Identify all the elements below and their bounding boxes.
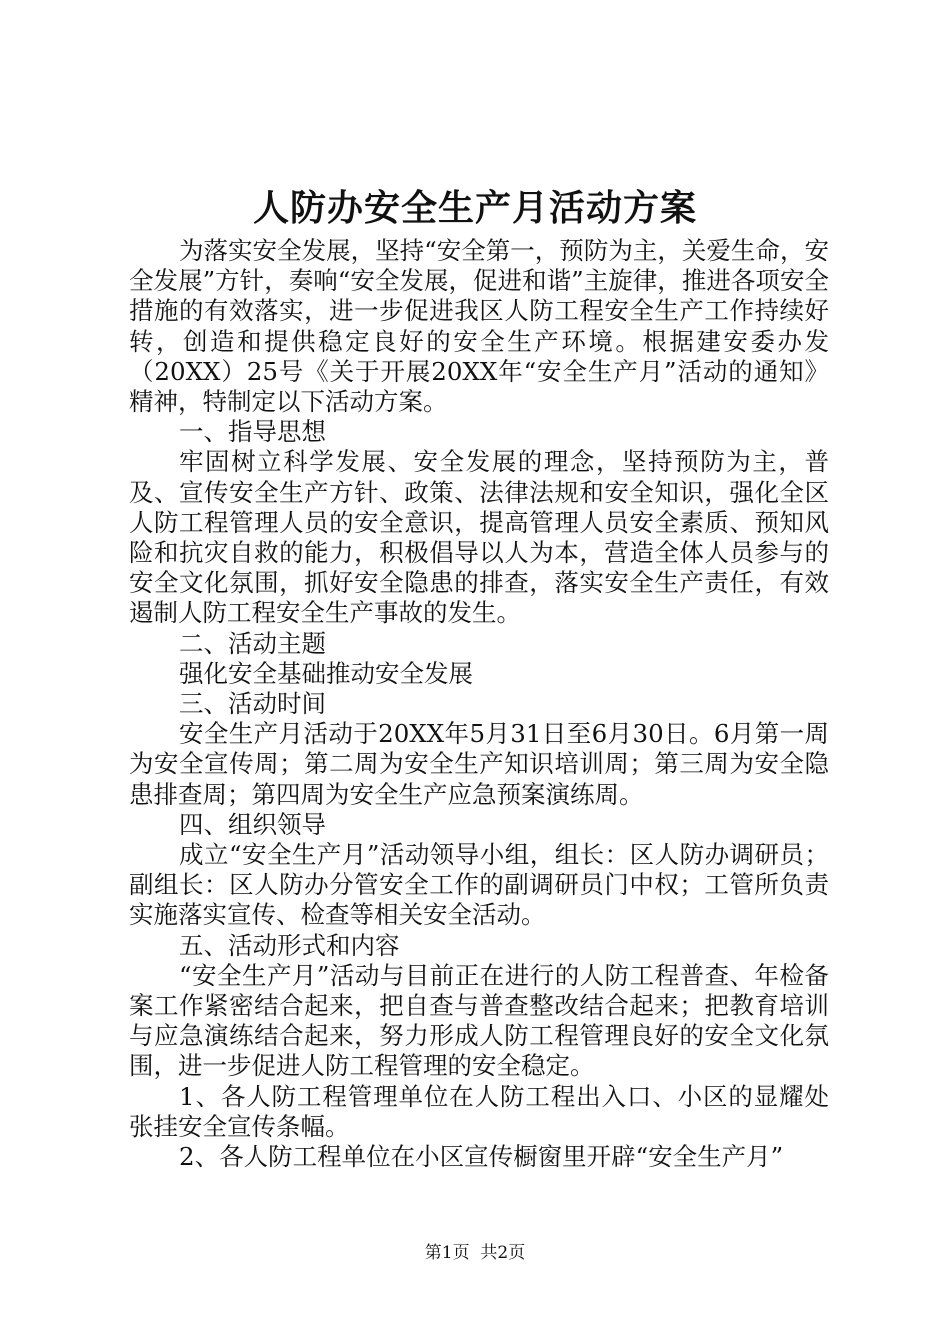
document-title: 人防办安全生产月活动方案 bbox=[252, 187, 697, 229]
section-heading-leadership: 四、组织领导 bbox=[179, 809, 326, 839]
theme-paragraph: 强化安全基础推动安全发展 bbox=[179, 658, 473, 688]
section-heading-theme: 二、活动主题 bbox=[179, 628, 326, 658]
list-item-2: 2、各人防工程单位在小区宣传橱窗里开辟“安全生产月” bbox=[179, 1142, 784, 1172]
document-body bbox=[129, 236, 829, 1172]
guiding-thought-paragraph: 牢固树立科学发展、安全发展的理念，坚持预防为主，普及、宣传安全生产方针、政策、法律法规和安全知识，强化全区人防工程管理人员的安全意识，提高管理人员安全素质、预知风险和抗灾自救的能力，积极倡导以人为本，营造全体人员参与的安全文化氛围，抓好安全隐患的排查，落实安全生产责任，有效遏制人防工程安全生产事故的发生。 bbox=[129, 447, 829, 628]
leadership-paragraph: 成立“安全生产月”活动领导小组，组长：区人防办调研员；副组长：区人防办分管安全工作的副调研员门中权；工管所负责实施落实宣传、检查等相关安全活动。 bbox=[129, 840, 829, 930]
section-heading-guiding-thought: 一、指导思想 bbox=[179, 417, 326, 447]
activity-form-paragraph: “安全生产月”活动与目前正在进行的人防工程普查、年检备案工作紧密结合起来，把自查与普查整改结合起来；把教育培训与应急演练结合起来，努力形成人防工程管理良好的安全文化氛围，进一步促进人防工程管理的安全稳定。 bbox=[129, 960, 829, 1081]
page-number-footer: 第1页 共2页 bbox=[424, 1243, 526, 1263]
list-item-1: 1、各人防工程管理单位在人防工程出入口、小区的显耀处张挂安全宣传条幅。 bbox=[129, 1081, 829, 1141]
time-paragraph: 安全生产月活动于20XX年5月31日至6月30日。6月第一周为安全宣传周；第二周为安全生产知识培训周；第三周为安全隐患排查周；第四周为安全生产应急预案演练周。 bbox=[129, 719, 829, 809]
intro-paragraph: 为落实安全发展，坚持“安全第一，预防为主，关爱生命，安全发展”方针，奏响“安全发展，促进和谐”主旋律，推进各项安全措施的有效落实，进一步促进我区人防工程安全生产工作持续好转，创造和提供稳定良好的安全生产环境。根据建安委办发（20XX）25号《关于开展20XX年“安全生产月”活动的通知》精神，特制定以下活动方案。 bbox=[129, 236, 829, 417]
section-heading-time: 三、活动时间 bbox=[179, 689, 326, 719]
section-heading-activity-form: 五、活动形式和内容 bbox=[179, 930, 400, 960]
